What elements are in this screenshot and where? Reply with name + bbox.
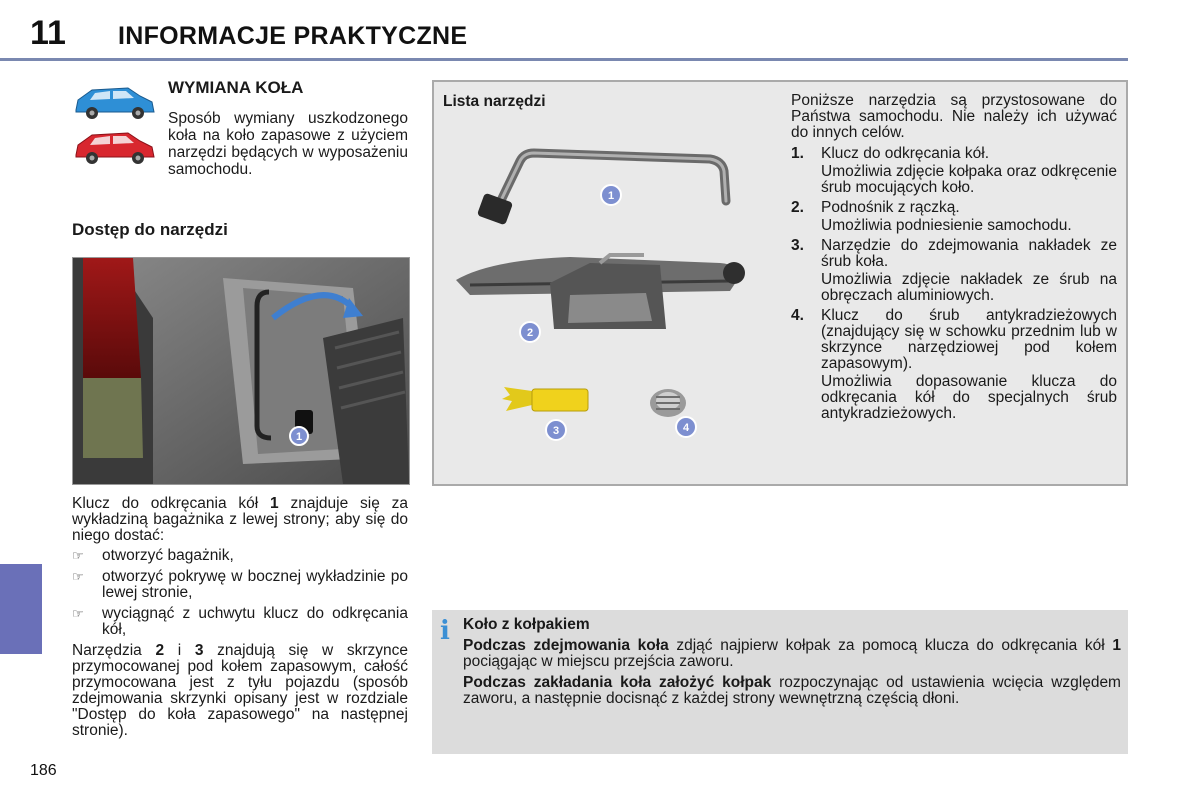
tool-item-4 [791,308,1117,422]
chapter-side-tab [0,564,42,654]
pointing-hand-icon: ☞ [72,606,84,621]
trunk-illustration [73,258,409,484]
tool-item-1 [791,146,1117,196]
tool-item-label: Klucz do odkręcania kół. [821,145,990,162]
svg-text:2: 2 [526,327,534,339]
tool-access-title: Dostęp do narzędzi [72,220,228,239]
pointing-hand-icon: ☞ [72,548,84,563]
tool-item-description: Umożliwia podniesienie samochodu. [821,217,1072,234]
tools-location-paragraph: Narzędzia 2 i 3 znajdują się w skrzynce przymocowanej pod kołem zapasowym, całość przymocowana jest z tyłu pojazdu (sposób zdejmowania skrzynki opisany jest w rozdziale "Dostęp do koła zapasowego" na następnej stronie). [72,642,409,739]
blue-car-icon [70,82,156,122]
list-item: ☞ otworzyć bagażnik, [72,547,234,564]
info-paragraph-fitting: Podczas zakładania koła założyć kołpak rozpoczynając od ustawienia wcięcia względem zaworu, a następnie docisnąć z każdej strony wewnętrzną częścią dłoni. [463,674,1121,707]
wheel-wrench-icon [477,153,726,225]
svg-text:1: 1 [295,431,303,443]
wheel-change-title: WYMIANA KOŁA [168,78,304,97]
info-title: Koło z kołpakiem [463,616,590,633]
bolt-cap-remover-icon [502,387,588,411]
tool-item-label: Narzędzie do zdejmowania nakładek ze śrub koła. [821,237,1117,270]
tool-item-description: Umożliwia dopasowanie klucza do odkręcania kół do specjalnych śrub antykradzieżowych. [821,373,1117,422]
pointing-hand-icon: ☞ [72,569,84,584]
svg-text:4: 4 [682,422,690,434]
tool-item-3 [791,238,1117,304]
tool-item-2 [791,200,1117,234]
tools-intro: Poniższe narzędzia są przystosowane do Państwa samochodu. Nie należy ich używać do innych celów. [791,92,1117,141]
page-number: 186 [30,762,57,779]
wheel-change-intro: Sposób wymiany uszkodzonego koła na koło zapasowe z użyciem narzędzi będących w wyposażeniu samochodu. [168,110,408,178]
red-car-icon [70,127,156,167]
anti-theft-key-icon [650,389,686,417]
info-icon: i [440,616,450,646]
list-item: ☞ wyciągnąć z uchwytu klucz do odkręcania kół, [72,605,408,638]
tool-item-description: Umożliwia zdjęcie nakładek ze śrub na obręczach aluminiowych. [821,271,1117,304]
tool-item-label: Podnośnik z rączką. [821,199,960,216]
chapter-number: 11 [30,14,66,52]
tool-item-description: Umożliwia zdjęcie kołpaka oraz odkręcenie śrub mocujących koło. [821,163,1117,196]
info-paragraph-removal: Podczas zdejmowania koła zdjąć najpierw kołpak za pomocą klucza do odkręcania kół 1 pociągając w miejscu przejścia zaworu. [463,637,1122,670]
list-item: ☞ otworzyć pokrywę w bocznej wykładzinie po lewej stronie, [72,568,408,601]
chapter-title: INFORMACJE PRAKTYCZNE [118,22,468,50]
tools-list [791,146,1117,426]
trunk-photo [72,257,410,485]
svg-text:3: 3 [552,425,560,437]
tool-item-number: 1. [791,145,804,162]
tool-item-label: Klucz do śrub antykradzieżowych (znajdujący się w schowku przednim lub w skrzynce narzędziowej pod kołem zapasowym). [821,307,1117,372]
tools-list-title: Lista narzędzi [443,93,546,110]
access-steps-list [72,548,408,643]
tool-item-number: 3. [791,237,804,254]
tools-illustration [450,115,770,455]
car-jack-icon [456,255,745,329]
tool-item-number: 4. [791,307,804,324]
tool-item-number: 2. [791,199,804,216]
access-paragraph: Klucz do odkręcania kół 1 znajduje się za wykładziną bagażnika z lewej strony; aby się do niego dostać: [72,495,409,544]
svg-text:1: 1 [607,190,615,202]
header-rule [0,58,1128,61]
